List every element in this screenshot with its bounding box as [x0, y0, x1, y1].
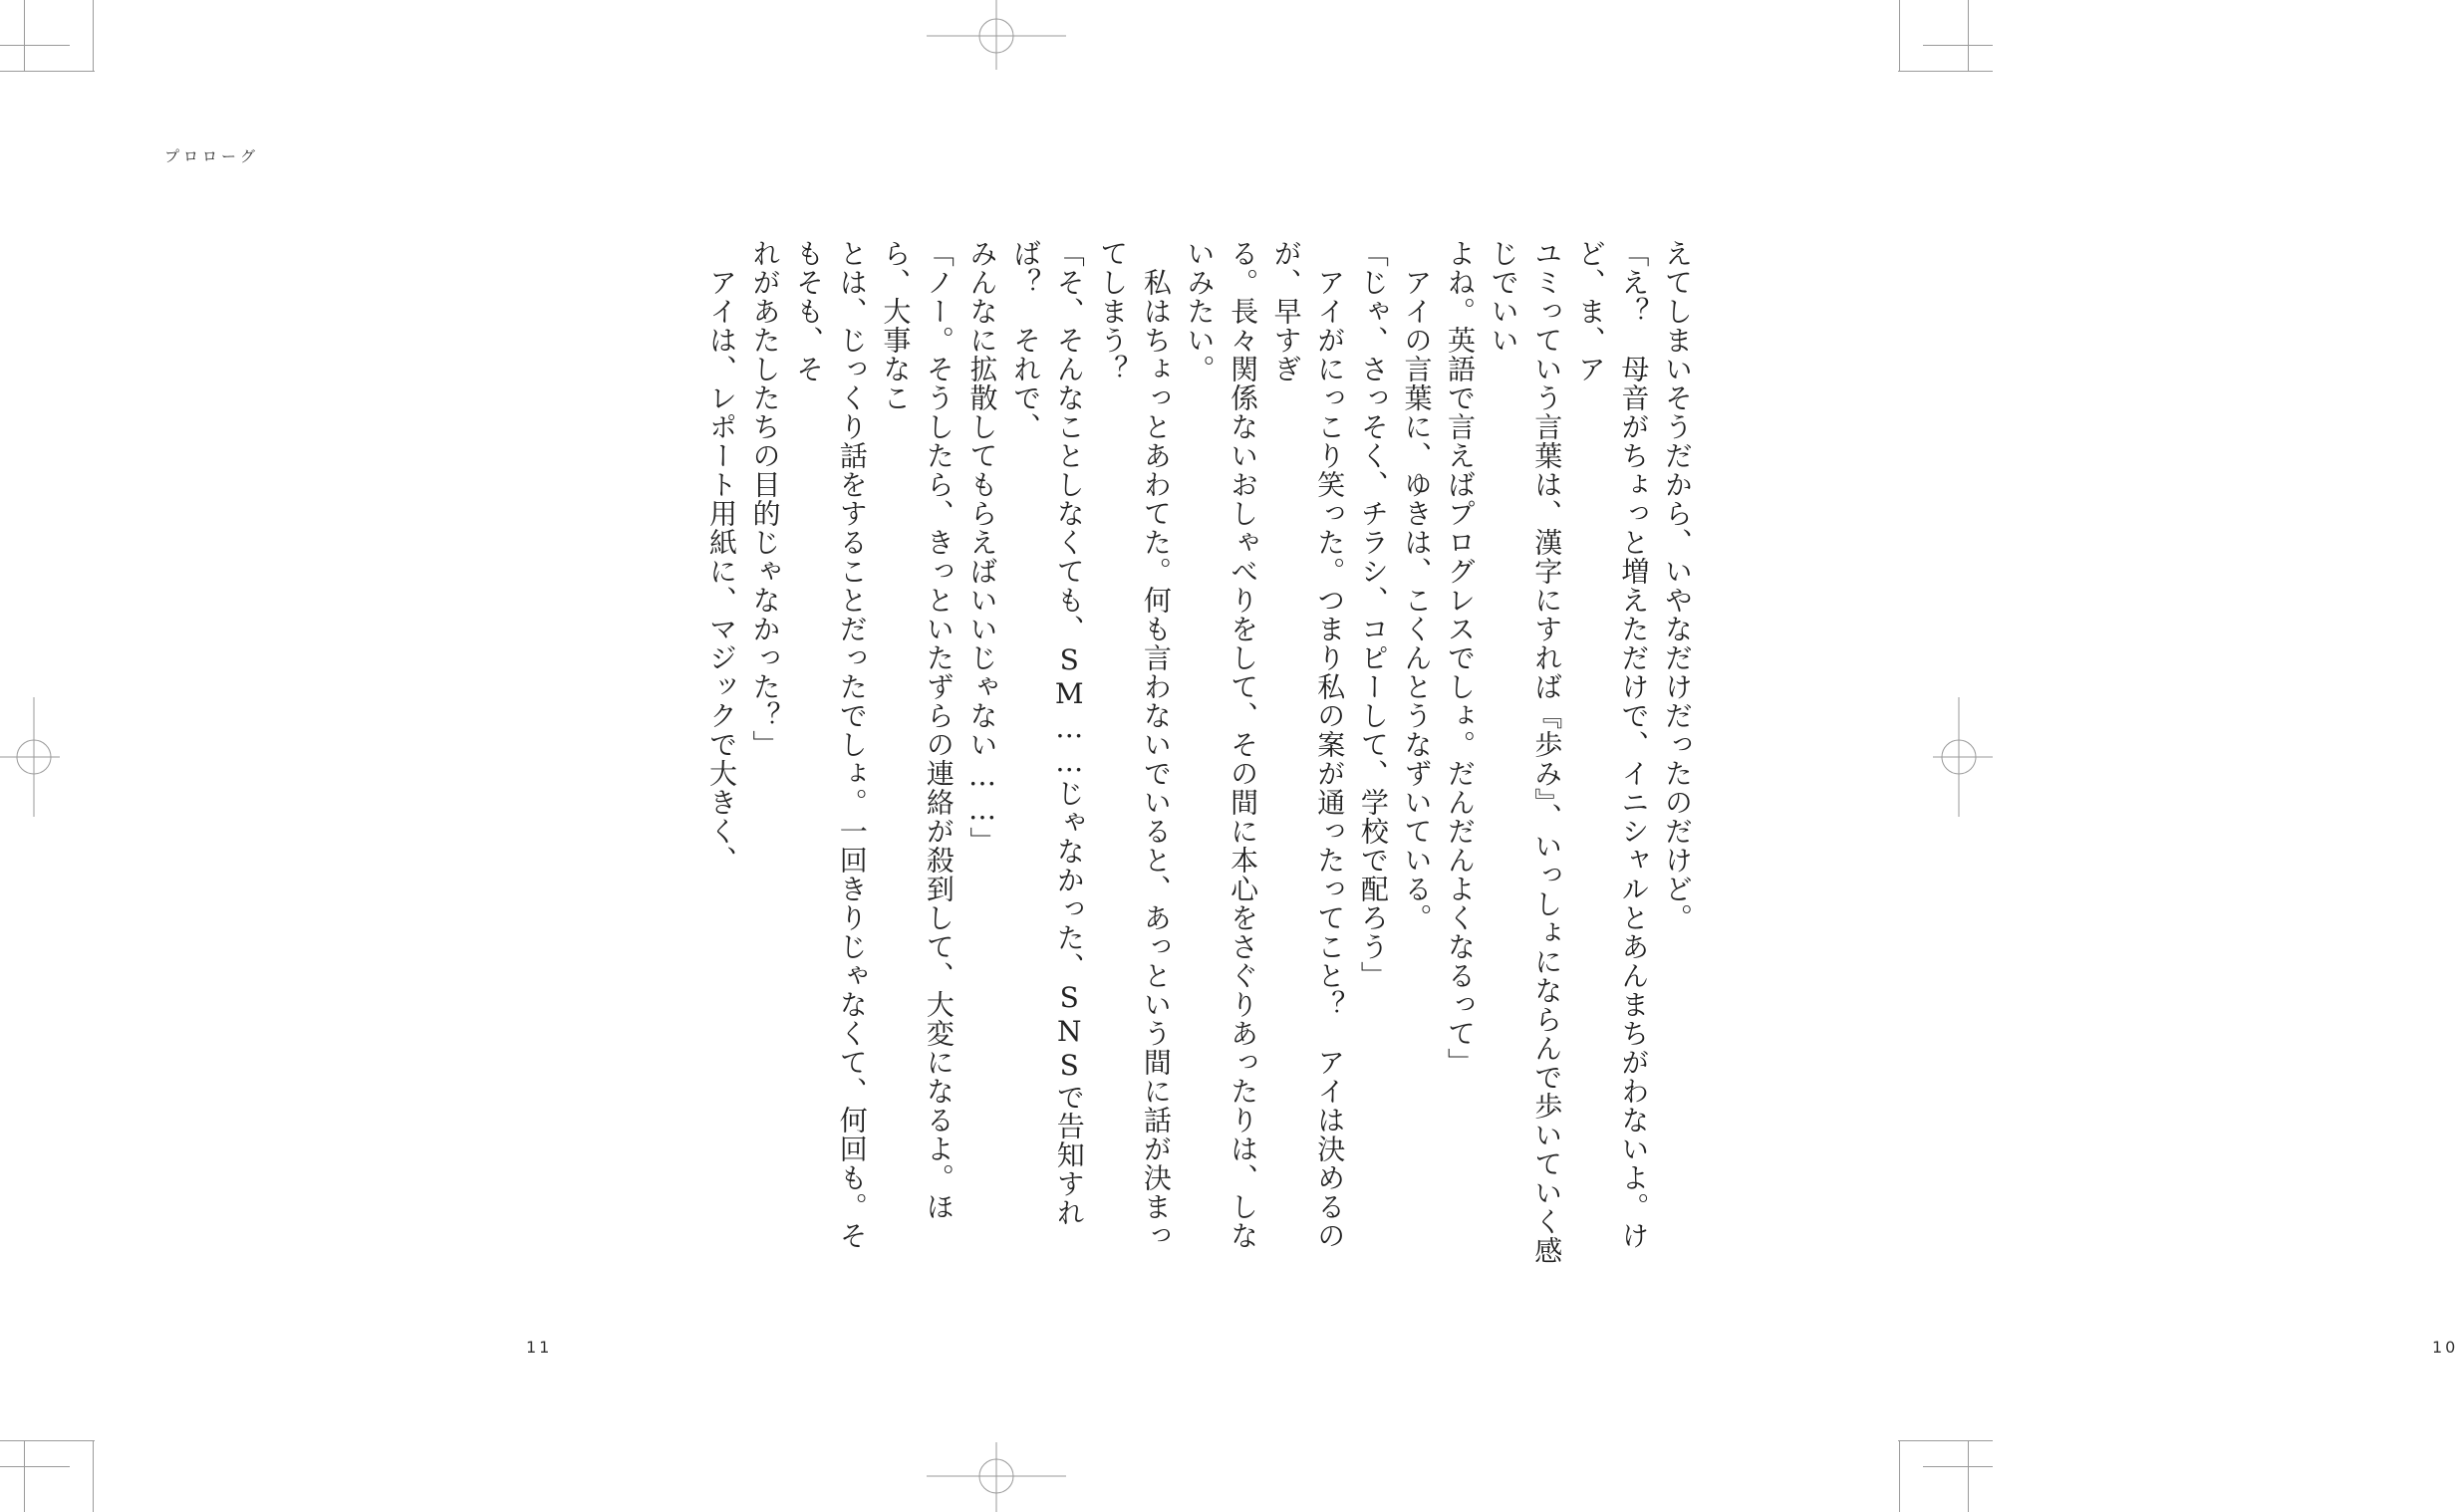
crop-mark-bottom-right: [1898, 1440, 1993, 1441]
crop-mark-bottom-right: [1923, 1466, 1993, 1467]
text-line: アイがにっこり笑った。つまり私の案が通ったってこと？ アイは決めるのが、早すぎ: [1269, 239, 1347, 1250]
crop-mark-bottom-right: [1899, 1440, 1900, 1512]
text-line: アイは、レポート用紙に、マジックで大きく、: [704, 239, 738, 875]
crop-mark-bottom-left: [24, 1440, 25, 1512]
body-text-right: [704, 239, 1699, 1275]
crop-mark-top-left: [0, 45, 70, 46]
page-number-left: 11: [526, 1338, 553, 1357]
crop-mark-bottom-left: [0, 1440, 95, 1441]
text-line: れがあたしたちの目的じゃなかった？」: [748, 239, 782, 759]
text-line: 「え？ 母音がちょっと増えただけで、イニシャルとあんまちがわないよ。けど、ま、ア: [1573, 239, 1651, 1250]
text-line: 「そ、そんなことしなくても、SM……じゃなかった、SNSで告知すれば？ それで、: [1009, 239, 1086, 1227]
crop-mark-top-left: [93, 0, 94, 72]
text-line: 「ノー。そうしたら、きっといたずらの連絡が殺到して、大変になるよ。ほら、大事なこ: [879, 239, 956, 1221]
crop-mark-bottom-right: [1968, 1440, 1969, 1512]
running-head: プロローグ: [164, 147, 260, 165]
registration-mark-right: [1933, 697, 1993, 817]
text-line: 「じゃ、さっそく、チラシ、コピーして、学校で配ろう」: [1356, 239, 1390, 990]
crop-mark-top-left: [0, 71, 95, 72]
crop-mark-bottom-left: [0, 1466, 70, 1467]
crop-mark-bottom-left: [93, 1440, 94, 1512]
text-line: 私はちょっとあわてた。何も言わないでいると、あっという間に話が決まってしまう？: [1096, 239, 1173, 1250]
crop-mark-top-right: [1898, 71, 1993, 72]
text-line: よね。英語で言えばプログレスでしょ。だんだんよくなるって」: [1444, 239, 1478, 1077]
text-line: とは、じっくり話をすることだったでしょ。一回きりじゃなくて、何回も。そもそも、そ: [792, 239, 869, 1250]
text-line: アイの言葉に、ゆきは、こくんとうなずいている。: [1400, 239, 1434, 932]
crop-mark-top-right: [1923, 45, 1993, 46]
text-line: る。長々関係ないおしゃべりをして、その間に本心をさぐりあったりは、しないみたい。: [1183, 239, 1260, 1250]
text-line: えてしまいそうだから、いやなだけだったのだけど。: [1661, 239, 1694, 932]
crop-mark-top-right: [1899, 0, 1900, 72]
registration-mark-left: [0, 697, 60, 817]
text-line: ユミっていう言葉は、漢字にすれば『歩み』、いっしょにならんで歩いていく感じでいい: [1487, 239, 1564, 1265]
right-page: [704, 0, 2458, 1512]
crop-mark-top-right: [1968, 0, 1969, 72]
page-number-right: 10: [2432, 1338, 2458, 1357]
crop-mark-top-left: [24, 0, 25, 72]
text-line: みんなに拡散してもらえばいいじゃない……」: [965, 239, 999, 856]
